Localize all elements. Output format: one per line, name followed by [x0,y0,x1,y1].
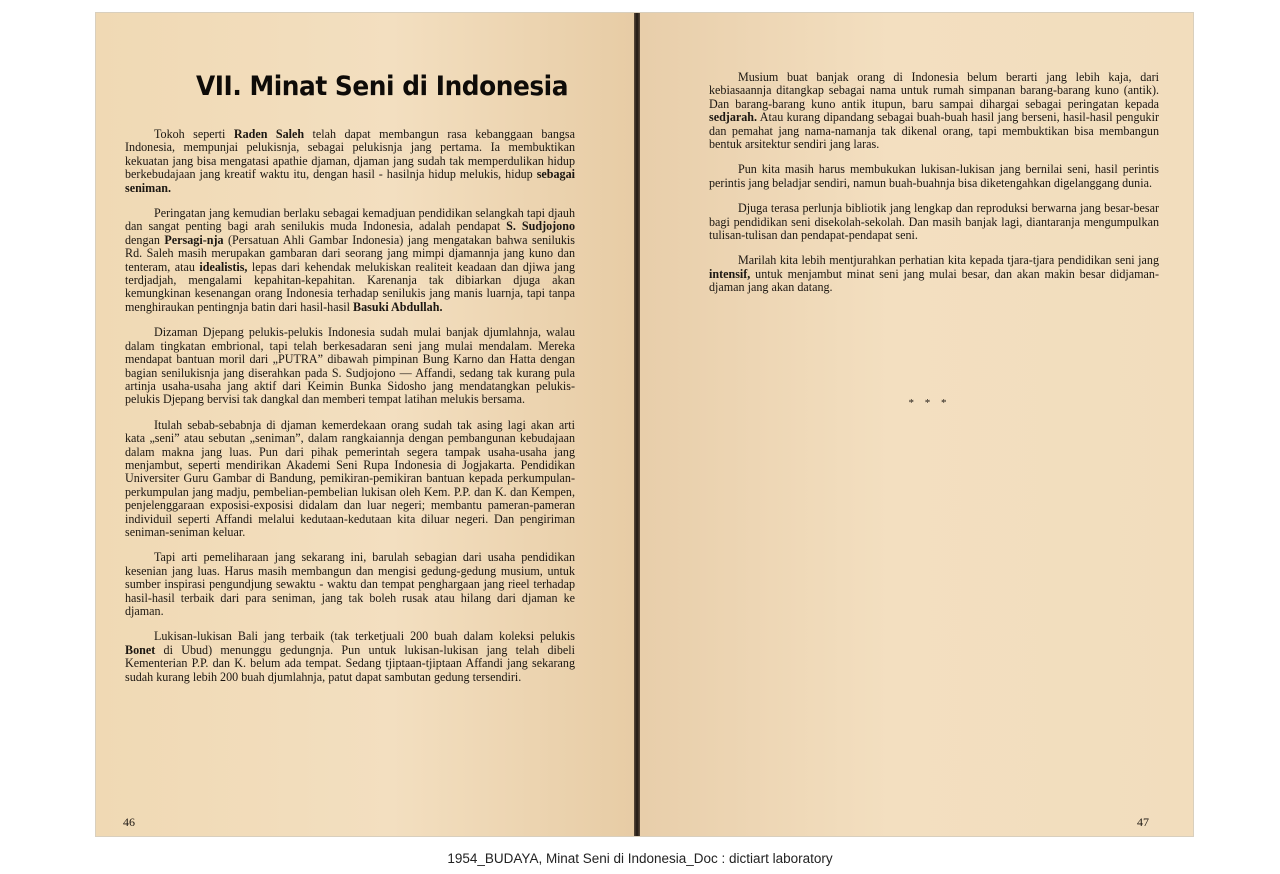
text-run: Atau kurang dipandang sebagai buah-buah hasil jang berseni, hasil-hasil pengukir dan pemahat jang nama-namanja tak dikenal orang, tapi membuktikan bisa membangun bentuk arsitektur sendiri jang laras. [709,110,1159,152]
chapter-title: VII. Minat Seni di Indonesia [196,71,569,102]
bold-text: Persagi-nja [164,232,224,247]
bold-text: intensif, [709,266,751,281]
bold-text: S. Sudjojono [506,219,575,234]
right-page [640,13,1193,836]
text-run: telah dapat membangun rasa kebanggaan bangsa Indonesia, mempunjai pelukisnja, sebagai pelukisnja jang pertama. Ia membuktikan kekuatan jang bisa mengatasi apathie djaman, djaman jang sudah tak memperdulikan hidup berkebudajaan jang kreatif waktu itu, dengan hasil - hasilnja hidup melukis, hidup [125,127,575,182]
paragraph [125,326,575,406]
bold-text: sedjarah. [709,110,758,125]
paragraph [125,128,575,195]
text-run: Dizaman Djepang pelukis-pelukis Indonesia sudah mulai banjak djumlahnja, walau dalam tingkatan embrional, tapi telah berkesadaran seni jang mulai mendalam. Mereka mendapat bantuan moril dari „PUTRA” dibawah pimpinan Bung Karno dan Hatta dengan bagian senilukisnja jang diserahkan pada S. Sudjojono — Affandi, sedang tak kurang pula artinja usaha-usaha jang aktif dari Keimin Bunka Sidosho jang mendatangkan pelukis-pelukis Djepang bervisi tak dangkal dan memberi tempat latihan melukis bersama. [125,325,575,407]
bold-text: Raden Saleh [233,127,305,141]
section-separator: * * * [908,397,951,409]
text-run: untuk menjambut minat seni jang mulai besar, dan akan makin besar didjaman-djaman jang akan datang. [709,266,1159,295]
paragraph [125,630,575,684]
book-spread [96,13,1193,836]
text-run: Musium buat banjak orang di Indonesia belum berarti jang lebih kaja, dari kebiasaannja ditangkap sebagai nama untuk rumah simpanan barang-barang kuno (antik). Dan barang-barang kuno antik itupun, baru sampai dihargai sebagai peringatan kepada [709,70,1159,111]
text-run: di Ubud) menunggu gedungnja. Pun untuk lukisan-lukisan jang telah dibeli Kementerian P.P. dan K. belum ada tempat. Sedang tjiptaan-tjiptaan Affandi jang sekarang sudah kurang lebih 200 buah djumlahnja, patut dapat sambutan gedung tersendiri. [125,642,575,684]
text-run: (Persatuan Ahli Gambar Indonesia) jang mengatakan bahwa senilukis Rd. Saleh masih merupakan gambaran dari seorang jang mimpi djamannja jang kuno dan tenteram, atau [125,232,575,274]
text-run: Peringatan jang kemudian berlaku sebagai kemadjuan pendidikan selangkah tapi djauh dan sangat penting bagi arah senilukis muda Indonesia, adalah pendapat [125,206,575,234]
paragraph [709,71,1159,151]
paragraph [125,419,575,540]
text-run: lepas dari kehendak melukiskan realiteit keadaan dan djiwa jang terdjadjah, mengalami kepahitan-kepahitan. Karenanja tak dibiarkan djuga akan kemungkinan kesenangan orang Indonesia terhadap senilukis jang manis luarnja, tapi tanpa menghiraukan pentingnja batin dari hasil-hasil [125,259,575,314]
left-page [96,13,634,836]
paragraph [709,163,1159,190]
text-run: Djuga terasa perlunja bibliotik jang lengkap dan reproduksi berwarna jang besar-besar bagi pendidikan seni disekolah-sekolah. Dan masih banjak lagi, diantaranja mengumpulkan tulisan-tulisan dan pendapat-pendapat seni. [709,201,1159,243]
text-run: Tapi arti pemeliharaan jang sekarang ini, barulah sebagian dari usaha pendidikan kesenian jang luas. Harus masih membangun dan mengisi gedung-gedung musium, untuk sumber inspirasi pengundjung sewaktu - waktu dan tempat penghargaan jang rieel terhadap hasil-hasil terbaik dari para seniman, jang tak boleh rusak atau hilang dari djaman ke djaman. [125,550,575,618]
paragraph [125,551,575,618]
bold-text: idealistis, [199,259,248,274]
left-page-text [125,128,575,696]
right-page-text [709,71,1159,307]
paragraph [125,207,575,314]
text-run: Itulah sebab-sebabnja di djaman kemerdekaan orang sudah tak asing lagi akan arti kata „seni” atau sebutan „seniman”, dalam rangkaiannja dengan pembangunan kebudajaan dalam makna jang luas. Pun dari pihak pemerintah segera tampak usaha-usaha jang menjambut, seperti mendirikan Akademi Seni Rupa Indonesia di Jogjakarta. Pendidikan Universiter Guru Gambar di Bandung, pemikiran-pemikiran bantuan kepada perkumpulan-perkumpulan jang madju, pembelian-pembelian lukisan oleh Kem. P.P. dan K. dan Kempen, penjelenggaraan exposisi-exposisi didalam dan luar negeri; membantu pameran-pameran individuil seperti Affandi melalui kedutaan-kedutaan kita diluar negeri. Dan pengiriman seniman-seniman keluar. [125,417,575,539]
text-run: Marilah kita lebih mentjurahkan perhatian kita kepada tjara-tjara pendidikan seni jang [738,253,1159,268]
image-caption: 1954_BUDAYA, Minat Seni di Indonesia_Doc : dictiart laboratory [447,851,833,866]
bold-text: Bonet [125,642,156,657]
text-run: Tokoh seperti [154,127,234,141]
bold-text: sebagai seniman. [125,167,575,195]
paragraph [709,254,1159,294]
page-number-right: 47 [1137,815,1149,829]
bold-text: Basuki Abdullah. [353,299,443,314]
paragraph [709,202,1159,242]
page-number-left: 46 [123,815,135,829]
text-run: dengan [125,232,165,247]
text-run: Lukisan-lukisan Bali jang terbaik (tak terketjuali 200 buah dalam koleksi pelukis [154,629,575,644]
text-run: Pun kita masih harus membukukan lukisan-lukisan jang bernilai seni, hasil perintis perintis jang beladjar sendiri, namun buah-buahnja bisa diketengahkan digelanggang dunia. [709,162,1159,190]
